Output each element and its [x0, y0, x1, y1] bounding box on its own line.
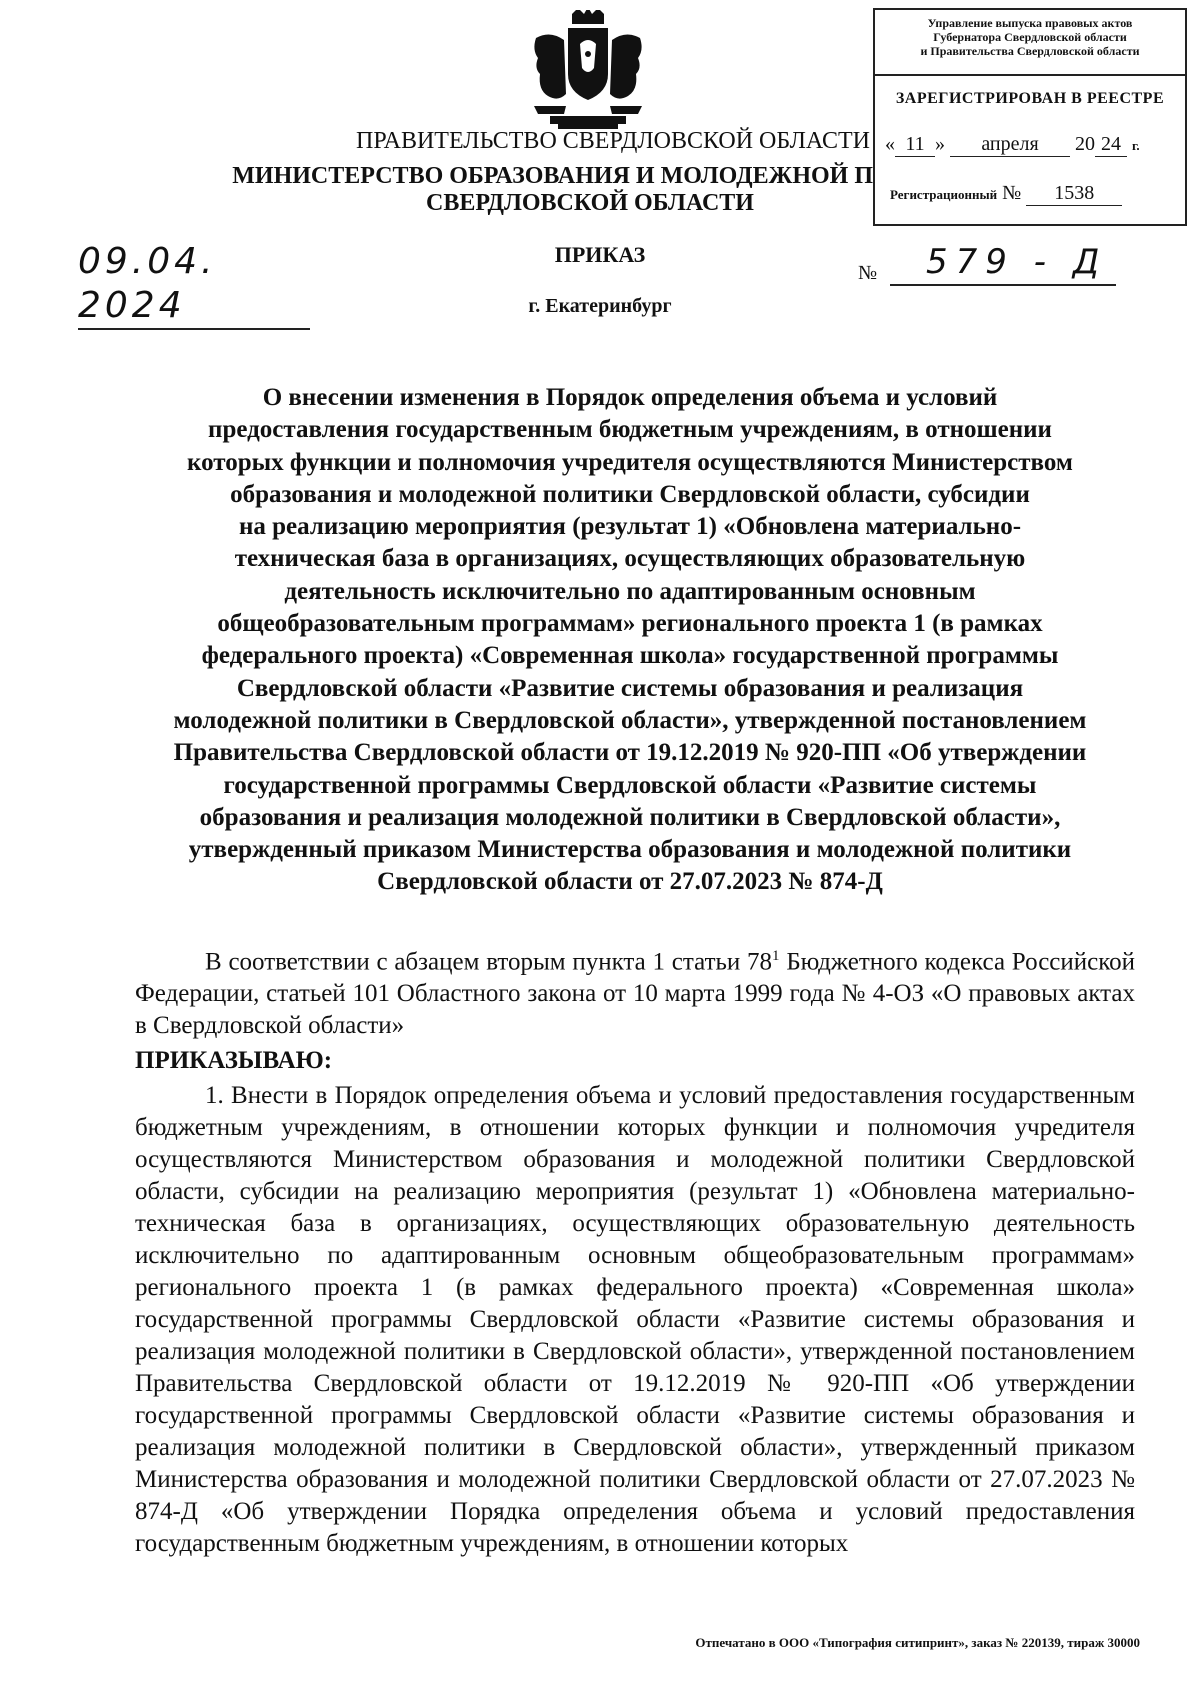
number-sign: №: [858, 262, 878, 284]
registration-stamp: [873, 8, 1187, 226]
stamp-month: апреля: [950, 133, 1070, 157]
stamp-registered-label: ЗАРЕГИСТРИРОВАН В РЕЕСТРЕ: [895, 90, 1165, 107]
order-item-1: 1. Внести в Порядок определения объема и условий предоставления государственным бюджетным учреждениям, в отношении которых функции и полномочия учредителя осуществляются Министерством образования и молодежной политики Свердловской области, субсидии на реализацию мероприятия (результат 1) «Обновлена материально-техническая база в организациях, осуществляющих образовательную деятельность исключительно по адаптированным основным общеобразовательным программам» регионального проекта 1 (в рамках федерального проекта) «Современная школа» государственной программы Свердловской области «Развитие системы образования и реализация молодежной политики в Свердловской области», утвержденной постановлением Правительства Свердловской области от 19.12.2019 № 920-ПП «Об утверждении государственной программы Свердловской области «Развитие системы образования и реализация молодежной политики в Свердловской области», утвержденный приказом Министерства образования и молодежной политики Свердловской области от 27.07.2023 № 874-Д «Об утверждении Порядка определения объема и условий предоставления государственным бюджетным учреждениям, в отношении которых: [135, 1082, 1135, 1557]
document-title: [130, 382, 1130, 899]
stamp-organization: [875, 16, 1185, 58]
stamp-date: [885, 133, 1180, 157]
document-type: ПРИКАЗ: [554, 242, 646, 267]
stamp-registration-number: [890, 182, 1180, 206]
ministry-name: МИНИСТЕРСТВО ОБРАЗОВАНИЯ И МОЛОДЕЖНОЙ П: [232, 163, 873, 189]
title-line: предоставления государственным бюджетным учреждениям, в отношении: [208, 416, 1052, 444]
order-word: ПРИКАЗЫВАЮ:: [135, 1047, 333, 1074]
title-line: образования и реализация молодежной политики в Свердловской области»,: [199, 803, 1061, 831]
stamp-org-line: и Правительства Свердловской области: [920, 44, 1140, 58]
title-line: федерального проекта) «Современная школа» государственной программы: [201, 642, 1059, 670]
stamp-year-abbr: г.: [1132, 138, 1140, 153]
preamble-superscript: 1: [772, 948, 780, 964]
title-line: на реализацию мероприятия (результат 1) «Обновлена материально-: [238, 513, 1022, 541]
handwritten-order-number: 579 - Д: [890, 240, 1116, 286]
preamble-text-cont: Бюджетного кодекса Российской Федерации, статьей 101 Областного закона от 10 марта 1999 года № 4-ОЗ «О правовых актах в Свердловской области»: [135, 948, 1136, 1040]
title-line: Свердловской области «Развитие системы образования и реализация: [236, 674, 1024, 702]
preamble-text: В соответствии с абзацем вторым пункта 1 статьи 78: [205, 948, 773, 976]
title-line: которых функции и полномочия учредителя осуществляются Министерством: [187, 448, 1073, 476]
ministry-name-line2: СВЕРДЛОВСКОЙ ОБЛАСТИ: [426, 190, 754, 216]
title-line: молодежной политики в Свердловской области», утвержденной постановлением: [173, 706, 1087, 734]
stamp-open-quote: «: [885, 133, 895, 155]
coat-of-arms-emblem: [528, 10, 648, 130]
printer-footer: Отпечатано в ООО «Типография ситипринт», заказ № 220139, тираж 30000: [695, 1635, 1140, 1650]
stamp-reg-number: 1538: [1026, 182, 1122, 206]
title-line: государственной программы Свердловской области «Развитие системы: [223, 771, 1037, 799]
stamp-org-line: Управление выпуска правовых актов: [927, 16, 1133, 30]
preamble-paragraph: [135, 940, 1135, 1042]
title-line: техническая база в организациях, осуществляющих образовательную: [234, 545, 1026, 573]
title-line: общеобразовательным программам» регионального проекта 1 (в рамках: [217, 610, 1043, 638]
title-line: Правительства Свердловской области от 19.12.2019 № 920-ПП «Об утверждении: [173, 739, 1087, 767]
title-line: образования и молодежной политики Свердловской области, субсидии: [230, 480, 1030, 508]
stamp-divider: [875, 74, 1185, 76]
stamp-num-sign: №: [1002, 182, 1022, 204]
stamp-year-suffix: 24: [1095, 133, 1127, 157]
title-line: деятельность исключительно по адаптированным основным: [284, 577, 976, 605]
stamp-year-prefix: 20: [1075, 133, 1095, 155]
handwritten-date: 09.04. 2024: [78, 240, 310, 330]
stamp-reg-label: Регистрационный: [890, 187, 998, 202]
city: г. Екатеринбург: [528, 295, 672, 317]
title-line: Свердловской области от 27.07.2023 № 874-Д: [377, 868, 883, 896]
stamp-day: 11: [895, 133, 935, 157]
stamp-org-line: Губернатора Свердловской области: [933, 30, 1127, 44]
government-name: ПРАВИТЕЛЬСТВО СВЕРДЛОВСКОЙ ОБЛАСТИ: [356, 128, 870, 154]
stamp-close-quote: »: [935, 133, 945, 155]
title-line: О внесении изменения в Порядок определения объема и условий: [262, 384, 998, 411]
title-line: утвержденный приказом Министерства образования и молодежной политики: [188, 836, 1072, 864]
